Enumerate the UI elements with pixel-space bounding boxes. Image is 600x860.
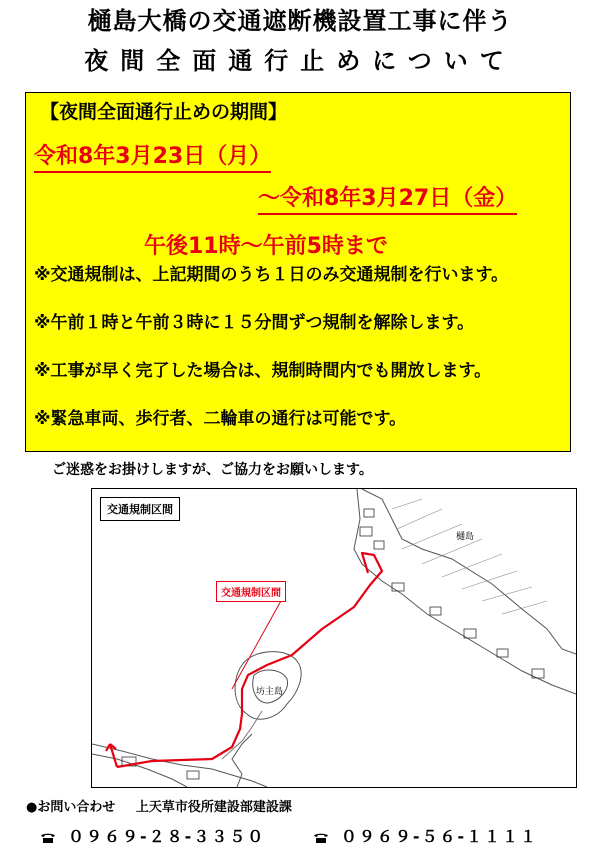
- underline: [258, 213, 517, 215]
- map-drawing: [92, 489, 576, 787]
- notice-title-line2: 夜間全面通行止めについて: [84, 47, 516, 75]
- building: [392, 583, 404, 591]
- coastline: [354, 489, 576, 694]
- phone-2: [313, 824, 538, 847]
- period-end-date: [258, 181, 517, 215]
- regulation-map: [91, 488, 577, 788]
- hill-hatch: [482, 587, 532, 601]
- hill-hatch: [442, 554, 502, 577]
- building: [497, 649, 508, 657]
- note-1: ※交通規制は、上記期間のうち１日のみ交通規制を行います。: [34, 265, 509, 285]
- phone-1: [40, 824, 265, 847]
- period-start-date: [34, 139, 271, 173]
- phone-number-2: ０９６９-５６-１１１１: [340, 827, 539, 846]
- building: [187, 771, 199, 779]
- map-title-label: 交通規制区間: [100, 497, 180, 521]
- note-2: ※午前１時と午前３時に１５分間ずつ規制を解除します。: [34, 313, 475, 333]
- period-hours: 午後11時～午前5時まで: [144, 234, 388, 259]
- note-3: ※工事が早く完了した場合は、規制時間内でも開放します。: [34, 361, 492, 381]
- island-label-bozujima: 坊主島: [256, 687, 284, 697]
- period-box: [25, 92, 571, 452]
- underline: [34, 171, 271, 173]
- telephone-icon: [313, 832, 329, 844]
- hill-hatch: [502, 601, 547, 614]
- notice-title-line1: 樋島大橋の交通遮断機設置工事に伴う: [87, 7, 513, 35]
- contact-line: [26, 796, 292, 815]
- contact-prefix: ●お問い合わせ: [26, 800, 116, 815]
- hill-hatch: [397, 509, 442, 529]
- period-end-date-text: ～令和8年3月27日（金）: [258, 186, 518, 211]
- island-label-hishima: 樋島: [456, 532, 475, 542]
- building: [374, 541, 384, 549]
- contact-department: 上天草市役所建設部建設課: [135, 800, 292, 815]
- phone-number-1: ０９６９-２８-３３５０: [68, 827, 266, 846]
- building: [430, 607, 441, 615]
- note-4: ※緊急車両、歩行者、二輪車の通行は可能です。: [34, 409, 407, 429]
- route-label: 交通規制区間: [216, 581, 286, 602]
- hill-hatch: [392, 499, 422, 509]
- coastline: [92, 744, 267, 787]
- route-callout-line: [232, 599, 282, 689]
- building: [360, 527, 372, 536]
- telephone-icon: [40, 832, 56, 844]
- building: [464, 629, 476, 638]
- hill-hatch: [462, 571, 517, 589]
- period-heading: 【夜間全面通行止めの期間】: [40, 101, 288, 123]
- hill-hatch: [402, 524, 462, 549]
- phone-numbers: [40, 824, 538, 847]
- coastline: [92, 754, 187, 787]
- apology-text: ご迷惑をお掛けしますが、ご協力をお願いします。: [52, 462, 373, 478]
- period-start-date-text: 令和8年3月23日（月）: [34, 144, 272, 169]
- building: [364, 509, 374, 517]
